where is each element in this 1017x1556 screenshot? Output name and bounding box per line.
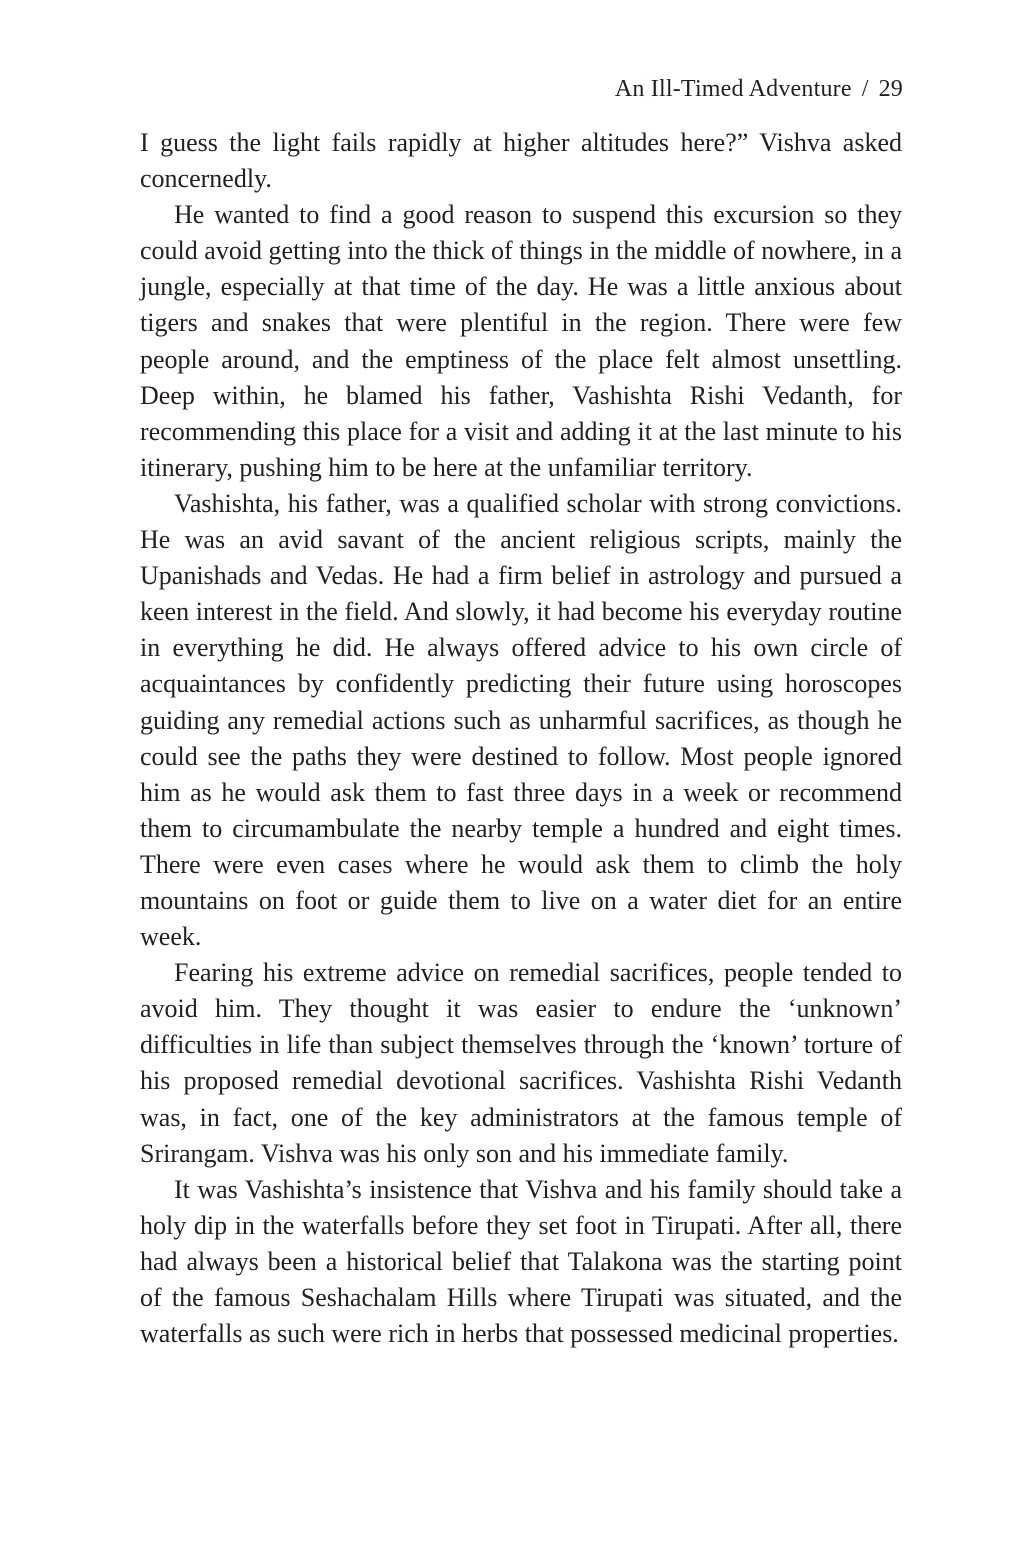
chapter-title: An Ill-Timed Adventure [614,76,852,102]
header-separator: / [861,76,869,102]
paragraph-3: Vashishta, his father, was a qualified scholar with strong convictions. He was an avid savant of the ancient religious scripts, mainly the Upanishads and Vedas. He had a firm belief in astrology and pursued a keen interest in the field. And slowly, it had become his everyday routine in everything he did. He always offered advice to his own circle of acquaintances by confidently predicting their future using horoscopes guiding any remedial actions such as unharmful sacrifices, as though he could see the paths they were destined to follow. Most people ignored him as he would ask them to fast three days in a week or recommend them to circumambulate the nearby temple a hundred and eight times. There were even cases where he would ask them to climb the holy mountains on foot or guide them to live on a water diet for an entire week. [140,488,902,952]
paragraph-2: He wanted to find a good reason to suspend this excursion so they could avoid getting into the thick of things in the middle of nowhere, in a jungle, especially at that time of the day. He was a little anxious about tigers and snakes that were plentiful in the region. There were few people around, and the emptiness of the place felt almost unsettling. Deep within, he blamed his father, Vashishta Rishi Vedanth, for recommending this place for a visit and adding it at the last minute to his itinerary, pushing him to be here at the unfamiliar territory. [140,200,902,482]
body-text [140,125,902,1352]
page-number: 29 [878,76,903,102]
paragraph-4: Fearing his extreme advice on remedial sacrifices, people tended to avoid him. They thought it was easier to endure the ‘unknown’ difficulties in life than subject themselves through the ‘known’ torture of his proposed remedial devotional sacrifices. Vashishta Rishi Vedanth was, in fact, one of the key administrators at the famous temple of Srirangam. Vishva was his only son and his immediate family. [140,958,902,1168]
running-header [615,72,903,106]
paragraph-1: I guess the light fails rapidly at higher altitudes here?” Vishva asked concernedly. [140,128,902,194]
paragraph-5: It was Vashishta’s insistence that Vishva and his family should take a holy dip in the waterfalls before they set foot in Tirupati. After all, there had always been a historical belief that Talakona was the starting point of the famous Seshachalam Hills where Tirupati was situated, and the waterfalls as such were rich in herbs that possessed medicinal properties. [140,1174,902,1349]
